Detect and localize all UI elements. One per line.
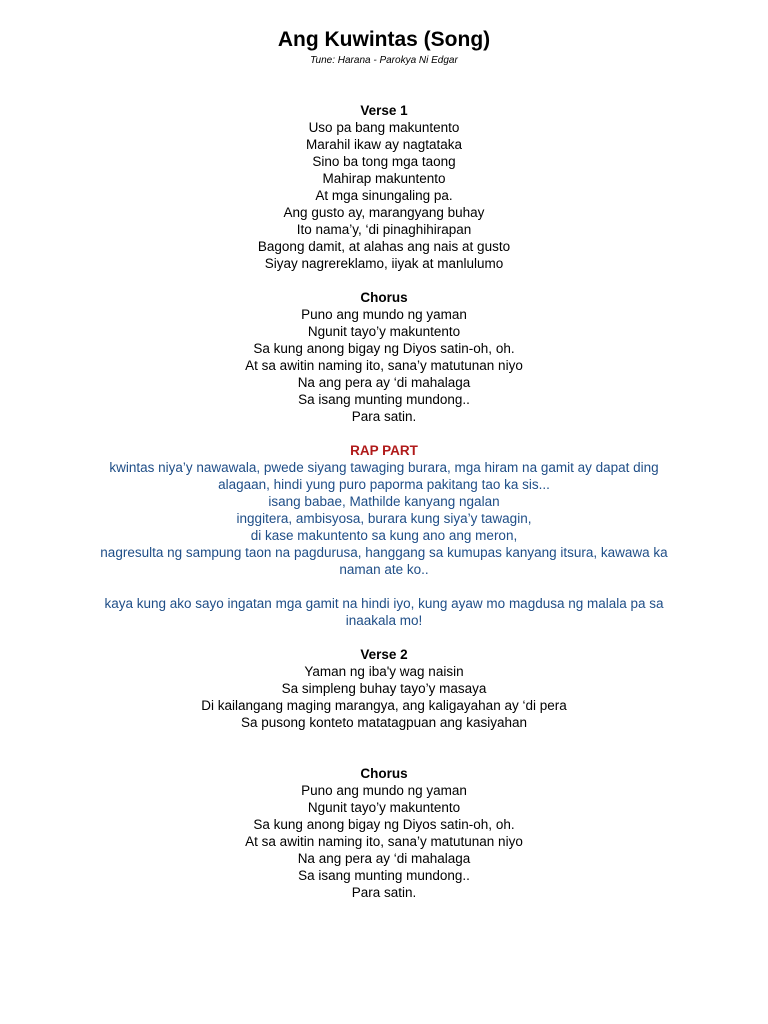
verse-1-section: [0, 102, 768, 272]
rap-line: di kase makuntento sa kung ano ang meron,: [250, 528, 518, 543]
rap-heading: RAP PART: [350, 443, 418, 458]
lyric-line: Ngunit tayo’y makuntento: [307, 324, 461, 339]
lyric-line: Sino ba tong mga taong: [312, 154, 456, 169]
lyric-line: Na ang pera ay ‘di mahalaga: [297, 851, 471, 866]
verse-2-heading: Verse 2: [360, 647, 408, 662]
rap-section: [0, 442, 768, 629]
rap-paragraph-3: kaya kung ako sayo ingatan mga gamit na hindi iyo, kung ayaw mo magdusa ng malala pa sa inaakala mo!: [104, 596, 664, 628]
lyric-line: Siyay nagrereklamo, iiyak at manlulumo: [264, 256, 504, 271]
lyric-line: Sa isang munting mundong..: [298, 392, 470, 407]
lyric-line: Na ang pera ay ‘di mahalaga: [297, 375, 471, 390]
lyric-line: Sa simpleng buhay tayo’y masaya: [281, 681, 487, 696]
lyric-line: Puno ang mundo ng yaman: [301, 783, 467, 798]
lyric-line: Para satin.: [351, 885, 417, 900]
lyric-line: At sa awitin naming ito, sana’y matutunan niyo: [245, 834, 523, 849]
lyric-line: Marahil ikaw ay nagtataka: [305, 137, 463, 152]
document-title: Ang Kuwintas (Song): [277, 28, 491, 51]
lyric-line: Ito nama’y, ‘di pinaghihirapan: [296, 222, 472, 237]
chorus-1-section: [0, 289, 768, 425]
lyric-line: Bagong damit, at alahas ang nais at gusto: [257, 239, 511, 254]
lyric-line: Di kailangang maging marangya, ang kaligayahan ay ‘di pera: [201, 698, 567, 713]
chorus-2-section: [0, 765, 768, 901]
lyric-line: At mga sinungaling pa.: [315, 188, 453, 203]
lyric-line: Yaman ng iba'y wag naisin: [304, 664, 464, 679]
chorus-1-heading: Chorus: [360, 290, 408, 305]
rap-line: inggitera, ambisyosa, burara kung siya’y tawagin,: [236, 511, 532, 526]
lyric-line: At sa awitin naming ito, sana’y matutunan niyo: [245, 358, 523, 373]
lyric-line: Sa kung anong bigay ng Diyos satin-oh, oh.: [253, 817, 515, 832]
lyric-line: Uso pa bang makuntento: [308, 120, 460, 135]
lyric-line: Sa kung anong bigay ng Diyos satin-oh, oh.: [253, 341, 515, 356]
lyric-line: Sa isang munting mundong..: [298, 868, 470, 883]
lyric-line: Ang gusto ay, marangyang buhay: [283, 205, 485, 220]
verse-2-section: [0, 646, 768, 731]
lyric-line: Mahirap makuntento: [322, 171, 446, 186]
lyric-line: Sa pusong konteto matatagpuan ang kasiyahan: [241, 715, 527, 730]
document-subtitle: Tune: Harana - Parokya Ni Edgar: [310, 55, 458, 66]
chorus-2-heading: Chorus: [360, 766, 408, 781]
lyric-line: Para satin.: [351, 409, 417, 424]
lyric-line: Puno ang mundo ng yaman: [301, 307, 467, 322]
rap-line: isang babae, Mathilde kanyang ngalan: [268, 494, 500, 509]
rap-paragraph-1: kwintas niya’y nawawala, pwede siyang tawaging burara, mga hiram na gamit ay dapat ding alagaan, hindi yung puro paporma pakitang tao ka sis...: [109, 460, 659, 492]
rap-paragraph-2: nagresulta ng sampung taon na pagdurusa, hanggang sa kumupas kanyang itsura, kawawa ka naman ate ko..: [100, 545, 668, 577]
verse-1-heading: Verse 1: [360, 103, 408, 118]
lyrics-content: [0, 102, 768, 918]
lyric-line: Ngunit tayo’y makuntento: [307, 800, 461, 815]
rap-stanza: [0, 493, 768, 578]
